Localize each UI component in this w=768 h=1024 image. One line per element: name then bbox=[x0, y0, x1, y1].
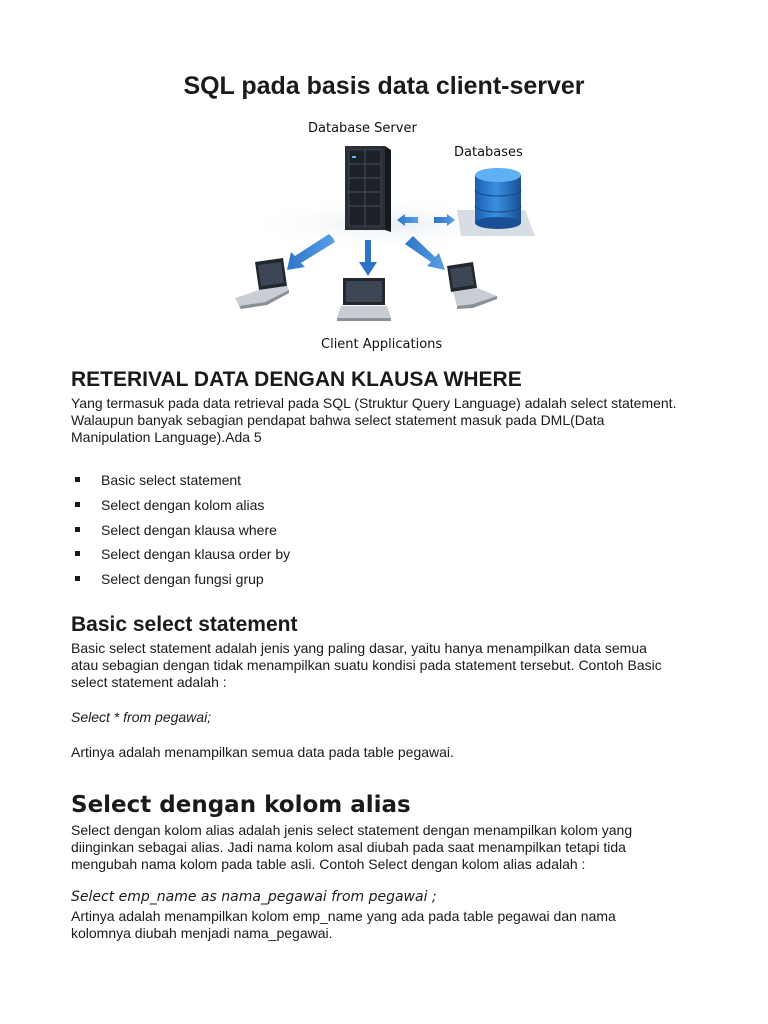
list-item bbox=[75, 470, 290, 495]
bullet-icon bbox=[75, 551, 80, 556]
section-heading-kolom-alias: Select dengan kolom alias bbox=[71, 792, 411, 818]
laptop-left-icon bbox=[235, 258, 289, 309]
basic-select-paragraph bbox=[71, 640, 711, 691]
intro-line: Manipulation Language).Ada 5 bbox=[71, 429, 262, 445]
paragraph-line: kolomnya diubah menjadi nama_pegawai. bbox=[71, 925, 333, 941]
clients-label: Client Applications bbox=[321, 337, 443, 352]
list-item-label: Select dengan klausa where bbox=[101, 521, 277, 538]
server-label: Database Server bbox=[308, 121, 417, 136]
list-item-label: Select dengan fungsi grup bbox=[101, 571, 264, 588]
intro-paragraph bbox=[71, 395, 711, 446]
paragraph-line: Basic select statement adalah jenis yang paling dasar, yaitu hanya menampilkan data semua bbox=[71, 640, 647, 656]
basic-select-explanation: Artinya adalah menampilkan semua data pada table pegawai. bbox=[71, 744, 454, 760]
laptop-right-icon bbox=[447, 262, 497, 309]
list-item bbox=[75, 569, 290, 594]
paragraph-line: mengubah nama kolom pada table asli. Contoh Select dengan kolom alias adalah : bbox=[71, 856, 586, 872]
page-title: SQL pada basis data client-server bbox=[183, 72, 585, 100]
paragraph-line: atau sebagian dengan tidak menampilkan suatu kondisi pada statement tersebut. Contoh Basic bbox=[71, 657, 662, 673]
paragraph-line: Artinya adalah menampilkan kolom emp_name yang ada pada table pegawai dan nama bbox=[71, 908, 616, 924]
list-item-label: Select dengan kolom alias bbox=[101, 496, 265, 513]
list-item bbox=[75, 544, 290, 569]
section-heading-reterival: RETERIVAL DATA DENGAN KLAUSA WHERE bbox=[71, 368, 522, 391]
client-server-diagram bbox=[225, 112, 545, 357]
bullet-icon bbox=[75, 502, 80, 507]
bullet-icon bbox=[75, 527, 80, 532]
list-item bbox=[75, 495, 290, 520]
select-types-list bbox=[75, 470, 290, 594]
paragraph-line: select statement adalah : bbox=[71, 674, 227, 690]
section-heading-basic-select: Basic select statement bbox=[71, 613, 298, 636]
list-item bbox=[75, 520, 290, 545]
code-example-basic: Select * from pegawai; bbox=[71, 709, 212, 725]
kolom-alias-paragraph bbox=[71, 822, 711, 873]
list-item-label: Select dengan klausa order by bbox=[101, 546, 291, 563]
intro-line: Yang termasuk pada data retrieval pada SQL (Struktur Query Language) adalah select statement. bbox=[71, 395, 677, 411]
server-icon bbox=[345, 146, 391, 232]
paragraph-line: Select dengan kolom alias adalah jenis select statement dengan menampilkan kolom yang bbox=[71, 822, 633, 838]
list-item-label: Basic select statement bbox=[101, 472, 242, 488]
intro-line: Walaupun banyak sebagian pendapat bahwa select statement masuk pada DML(Data bbox=[71, 412, 605, 428]
bullet-icon bbox=[75, 477, 80, 482]
databases-label: Databases bbox=[454, 145, 523, 160]
paragraph-line: diinginkan sebagai alias. Jadi nama kolom asal diubah pada saat menampilkan tetapi tida bbox=[71, 839, 626, 855]
laptop-center-icon bbox=[337, 278, 391, 321]
bullet-icon bbox=[75, 576, 80, 581]
kolom-alias-explanation bbox=[71, 908, 711, 942]
code-example-alias: Select emp_name as nama_pegawai from pegawai ; bbox=[71, 889, 437, 905]
